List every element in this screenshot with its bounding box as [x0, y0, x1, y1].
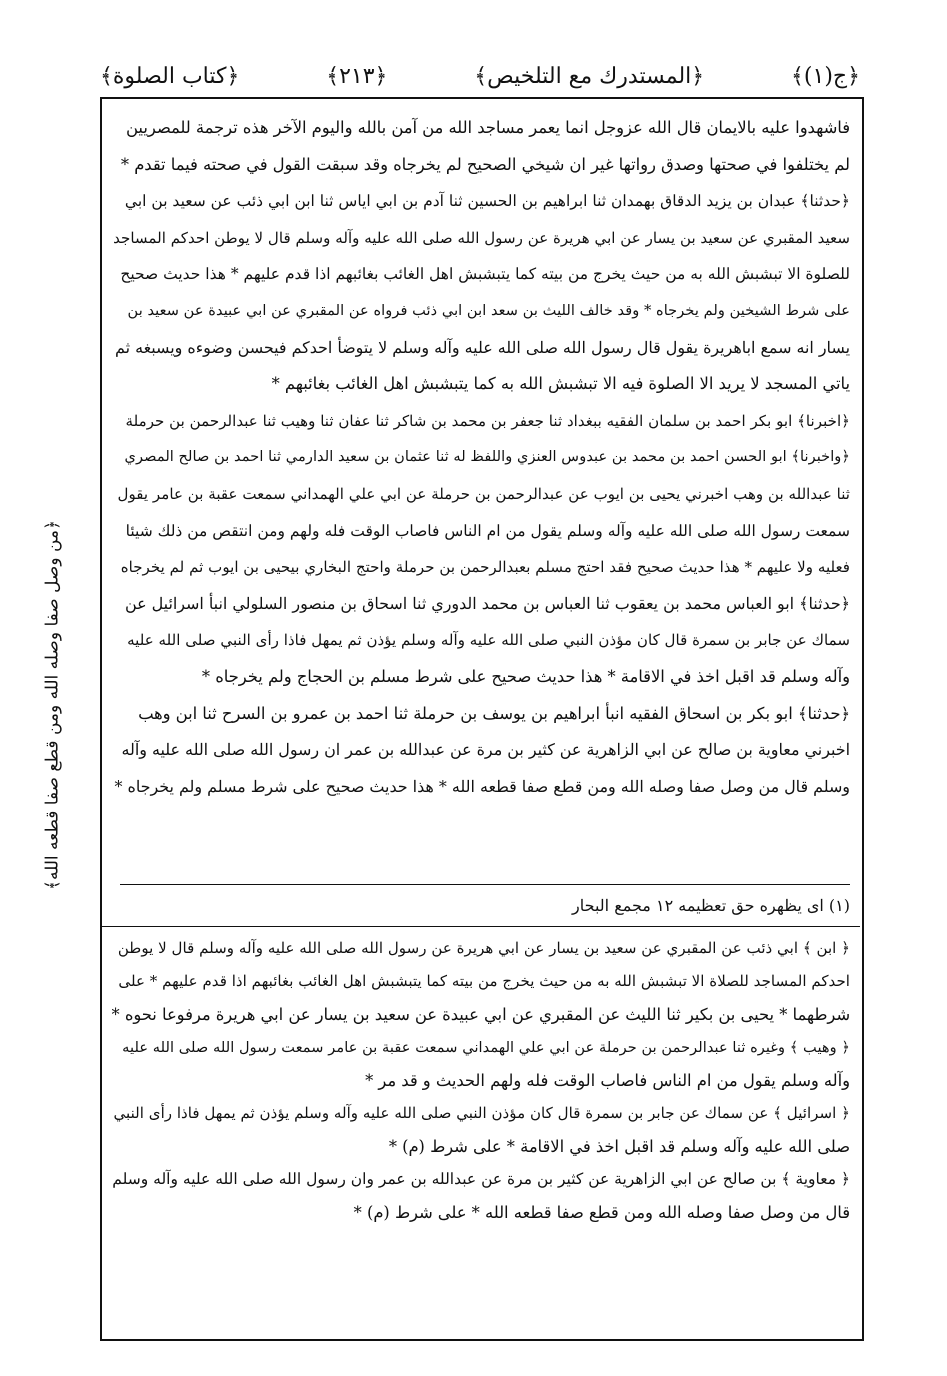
- text-line: للصلوة الا تبشبش الله به من حيث يخرج من بيته كما يتبشبش اهل الغائب بغائبهم اذا قدم عليهم * هذا حديث صحيح: [120, 265, 850, 284]
- text-line: يسار انه سمع اباهريرة يقول قال رسول الله صلى الله عليه وآله وسلم لا يتوضأ احدكم فيحسن وضوءه ويسبغه ثم: [115, 337, 850, 357]
- text-line: ياتي المسجد لا يريد الا الصلوة فيه الا تبشبش الله به كما يتبشبش اهل الغائب بغائبهم *: [271, 374, 850, 394]
- talkhis-line: صلى الله عليه وآله وسلم قد اقبل اخذ في الاقامة * على شرط (م) *: [388, 1137, 850, 1156]
- text-line: على شرط الشيخين ولم يخرجاه * وقد خالف الليث بن سعد ابن ابي ذئب فرواه عن المقبري عن ابي عبيدة عن سعيد بن: [127, 301, 850, 319]
- chapter-title: ﴿كتاب الصلوة﴾: [100, 63, 240, 89]
- text-line: ثنا عبدالله بن وهب اخبرني يحيى بن ايوب عن عبدالرحمن بن حرملة عن ابي علي الهمداني سمعت عقبة بن عامر يقول: [117, 484, 850, 503]
- text-line: فعليه ولا عليهم * هذا حديث صحيح فقد احتج مسلم بعبدالرحمن بن حرملة واحتج البخاري بيحيى بن ايوب ثم لم يخرجاه: [120, 558, 850, 577]
- talkhis-line: ﴿ معاوية ﴾ بن صالح عن ابي الزاهرية عن كثير بن مرة عن عبدالله بن عمر وان رسول الله صلى الله عليه وآله وسلم: [112, 1170, 850, 1188]
- text-line: سماك عن جابر بن سمرة قال كان مؤذن النبي صلى الله عليه وآله وسلم يؤذن ثم يمهل فاذا رأى النبي صلى الله عليه: [127, 631, 850, 650]
- book-title: ﴿المستدرك مع التلخيص﴾: [474, 63, 705, 89]
- talkhis-divider: [100, 926, 860, 927]
- talkhis-line: احدكم المساجد للصلاة الا تبشبش الله به من حيث يخرج من بيته كما يتبشبش اهل الغائب بغائبهم اذا قدم عليهم * على: [118, 972, 850, 990]
- talkhis-line: ﴿ ابن ﴾ ابي ذئب عن المقبري عن سعيد بن يسار عن ابي هريرة عن رسول الله صلى الله عليه وآله وسلم قال لا يوطن: [117, 939, 850, 957]
- main-text: [112, 110, 850, 805]
- text-line: فاشهدوا عليه بالايمان قال الله عزوجل انما يعمر مساجد الله من آمن بالله واليوم الآخر هذه ترجمة للمصريين: [126, 118, 850, 137]
- page-number: ﴿٢١٣﴾: [326, 63, 388, 89]
- text-line: لم يختلفوا في صحتها وصدق رواتها غير ان شيخي الصحيح لم يخرجاه وقد سبقت القول في صحته فيما تقدم *: [120, 154, 850, 174]
- text-line: ﴿حدثنا﴾ عبدان بن يزيد الدقاق بهمدان ثنا ابراهيم بن الحسين ثنا آدم بن ابي اياس ثنا ابن ابي ذئب عن سعيد بن ابي: [124, 192, 850, 211]
- page-header: [100, 55, 860, 97]
- talkhis-line: وآله وسلم يقول من ام الناس فاصاب الوقت فله ولهم الحديث و قد مر *: [365, 1071, 850, 1090]
- volume-label: ﴿ج(١)﴾: [791, 63, 860, 89]
- talkhis-line: شرطهما * يحيى بن بكير ثنا الليث عن المقبري عن ابي عبيدة عن سعيد بن يسار عن ابي هريرة مرفوعا نحوه *: [112, 1005, 850, 1024]
- talkhis-text: [112, 932, 850, 1229]
- talkhis-line: قال من وصل صفا وصله الله ومن قطع صفا قطعه الله * على شرط (م) *: [353, 1203, 850, 1222]
- text-line: ﴿واخبرنا﴾ ابو الحسن احمد بن محمد بن عبدوس العنزي واللفظ له ثنا عثمان بن سعيد الدارمي ثنا احمد بن صالح المصري: [124, 448, 850, 466]
- footnote-divider: [120, 884, 850, 885]
- text-line: وآله وسلم قد اقبل اخذ في الاقامة * هذا حديث صحيح على شرط مسلم بن الحجاج ولم يخرجاه *: [201, 666, 850, 686]
- text-line: ﴿حدثنا﴾ ابو بكر بن اسحاق الفقيه انبأ ابراهيم بن يوسف بن حرملة ثنا احمد بن عمرو بن السرح ثنا ابن وهب: [138, 703, 850, 723]
- margin-note-text: ﴿من وصل صفا وصله الله ومن قطع صفا قطعه الله﴾: [42, 520, 63, 890]
- text-line: ﴿حدثنا﴾ ابو العباس محمد بن يعقوب ثنا العباس بن محمد الدوري ثنا اسحاق بن منصور السلولي انبأ اسرائيل عن: [124, 593, 850, 613]
- text-line: ﴿اخبرنا﴾ ابو بكر احمد بن سلمان الفقيه ببغداد ثنا جعفر بن محمد بن شاكر ثنا عفان ثنا وهيب ثنا عبدالرحمن بن حرملة: [125, 411, 850, 430]
- text-line: وسلم قال من وصل صفا وصله الله ومن قطع صفا قطعه الله * هذا حديث صحيح على شرط مسلم ولم يخرجاه *: [114, 776, 850, 796]
- text-line: سمعت رسول الله صلى الله عليه وآله وسلم يقول من ام الناس فاصاب الوقت فله ولهم ومن انتقص من ذلك شيئا: [125, 521, 850, 540]
- talkhis-line: ﴿ وهيب ﴾ وغيره ثنا عبدالرحمن بن حرملة عن ابي علي الهمداني سمعت عقبة بن عامر سمعت رسول الله صلى الله عليه: [122, 1039, 850, 1056]
- footnote: (١) اى يظهره حق تعظيمه ١٢ مجمع البحار: [572, 896, 850, 915]
- text-line: اخبرني معاوية بن صالح عن ابي الزاهرية عن كثير بن مرة عن عبدالله بن عمر ان رسول الله صلى الله عليه وآله: [121, 740, 850, 760]
- margin-note: [32, 520, 72, 890]
- talkhis-line: ﴿ اسرائيل ﴾ عن سماك عن جابر بن سمرة قال كان مؤذن النبي صلى الله عليه وآله وسلم يؤذن ثم يمهل فاذا رأى النبي: [113, 1104, 850, 1122]
- text-line: سعيد المقبري عن سعيد بن يسار عن ابي هريرة عن رسول الله صلى الله عليه وآله وسلم قال لا يوطن احدكم المساجد: [113, 228, 850, 247]
